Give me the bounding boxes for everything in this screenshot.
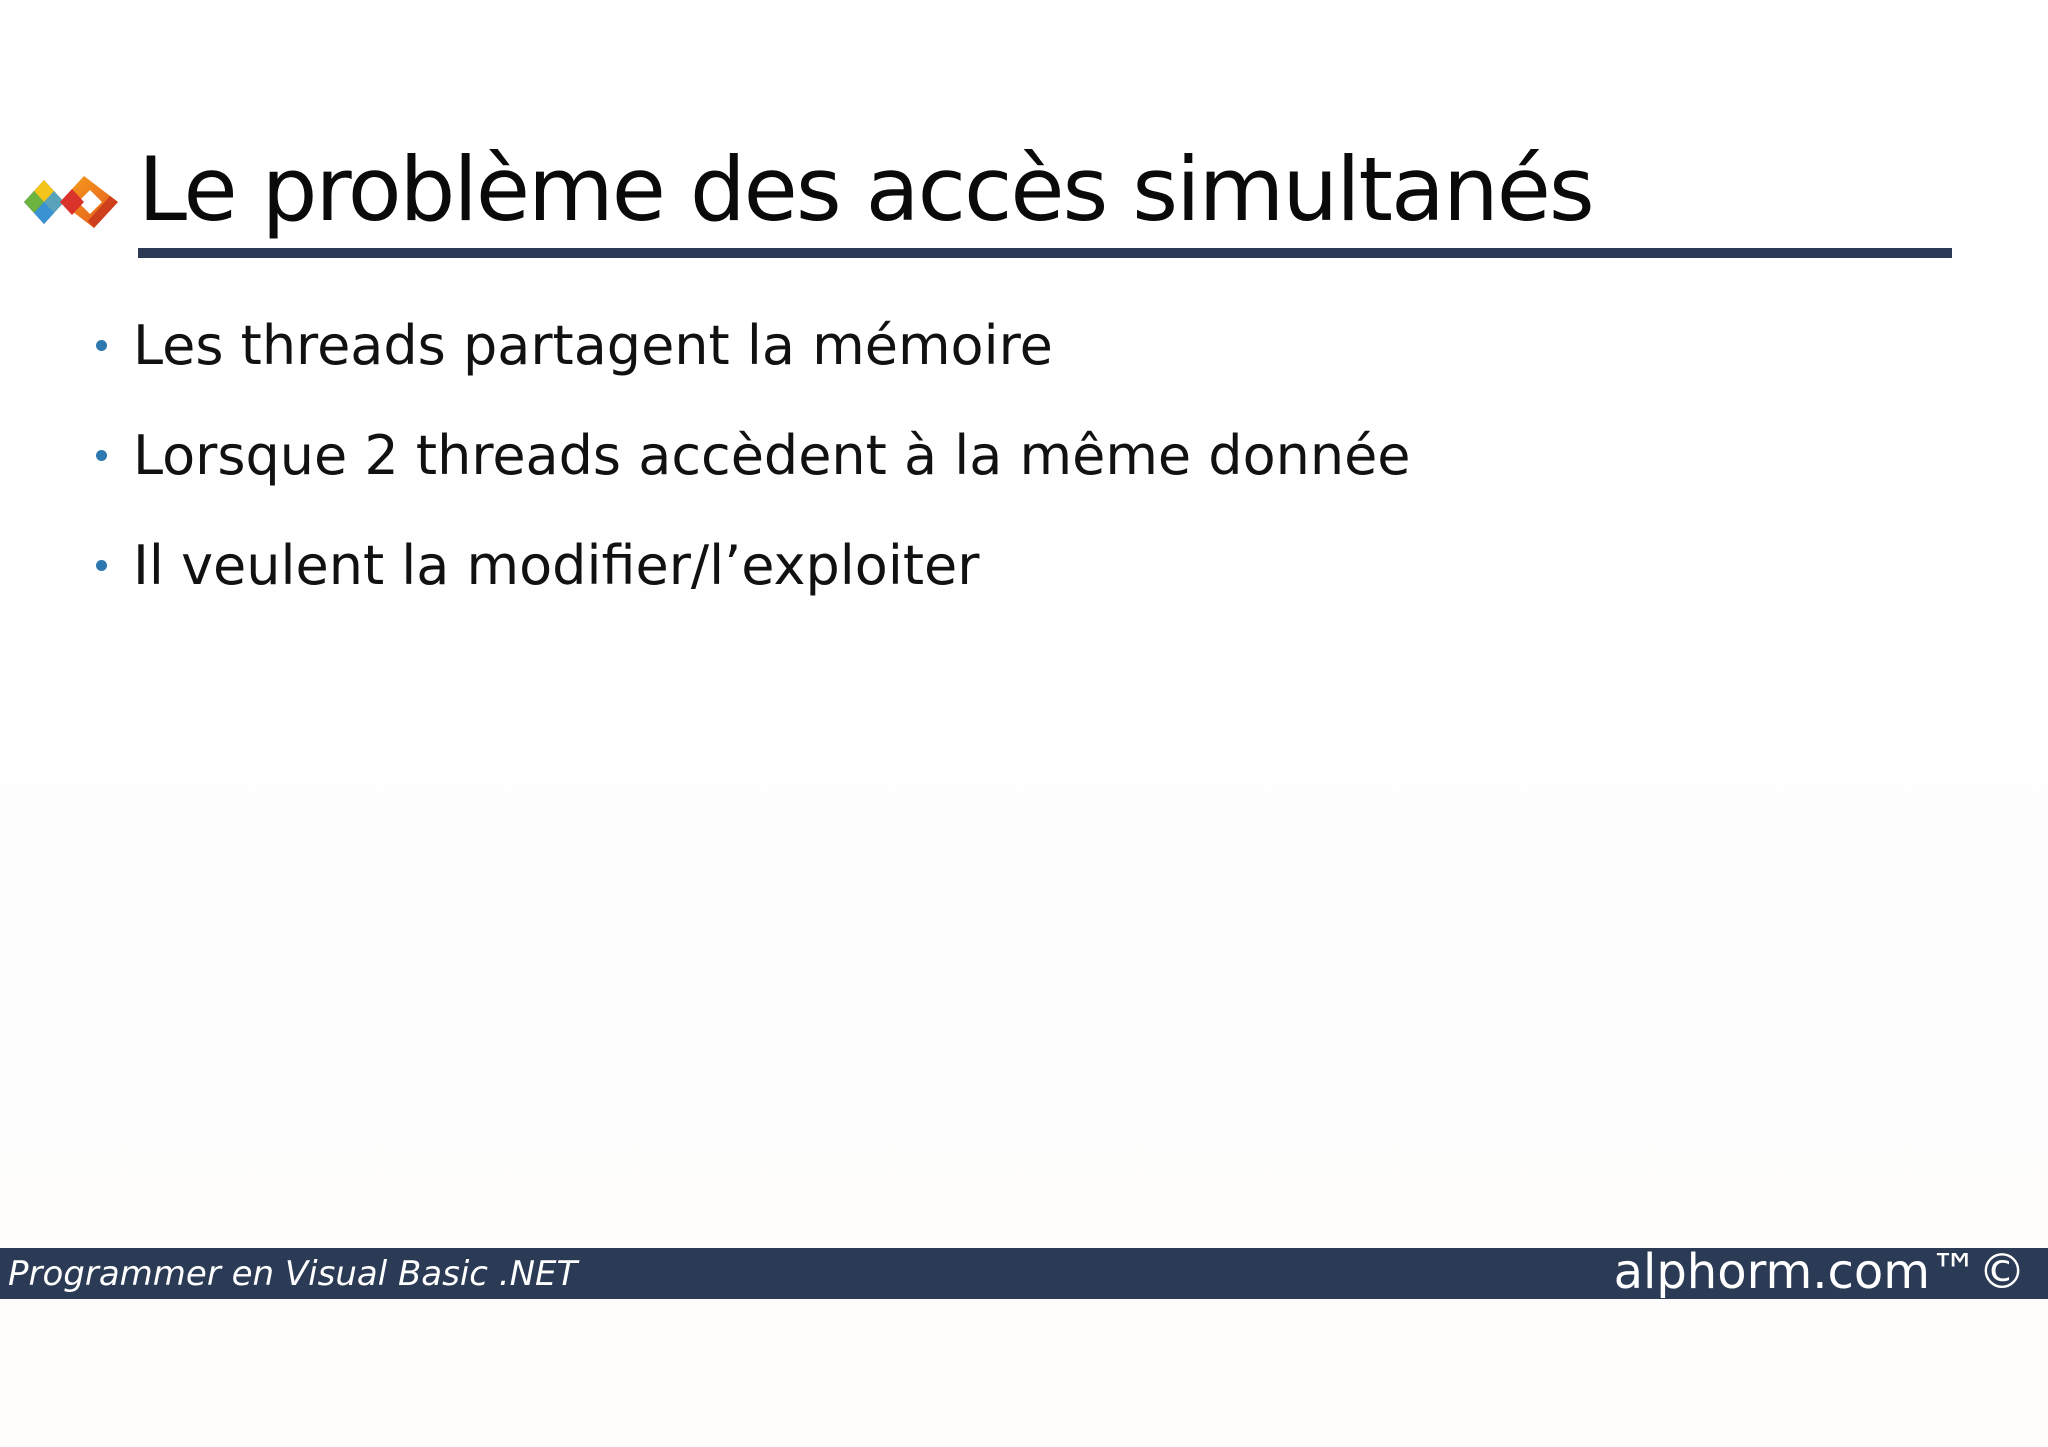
brand-name: alphorm.com™© bbox=[1613, 1244, 2026, 1300]
bullet-dot-icon bbox=[96, 560, 107, 571]
footer-bar bbox=[0, 1244, 2048, 1300]
bullet-dot-icon bbox=[96, 450, 107, 461]
bullet-text: Les threads partagent la mémoire bbox=[133, 314, 1053, 377]
slide-title: Le problème des accès simultanés bbox=[138, 138, 1593, 241]
visual-studio-logo-icon bbox=[20, 166, 122, 238]
title-underline bbox=[138, 248, 1952, 258]
course-title: Programmer en Visual Basic .NET bbox=[8, 1254, 578, 1294]
bullet-text: Lorsque 2 threads accèdent à la même donnée bbox=[133, 424, 1411, 487]
bullet-text: Il veulent la modifier/l’exploiter bbox=[133, 534, 980, 597]
bullet-dot-icon bbox=[96, 340, 107, 351]
